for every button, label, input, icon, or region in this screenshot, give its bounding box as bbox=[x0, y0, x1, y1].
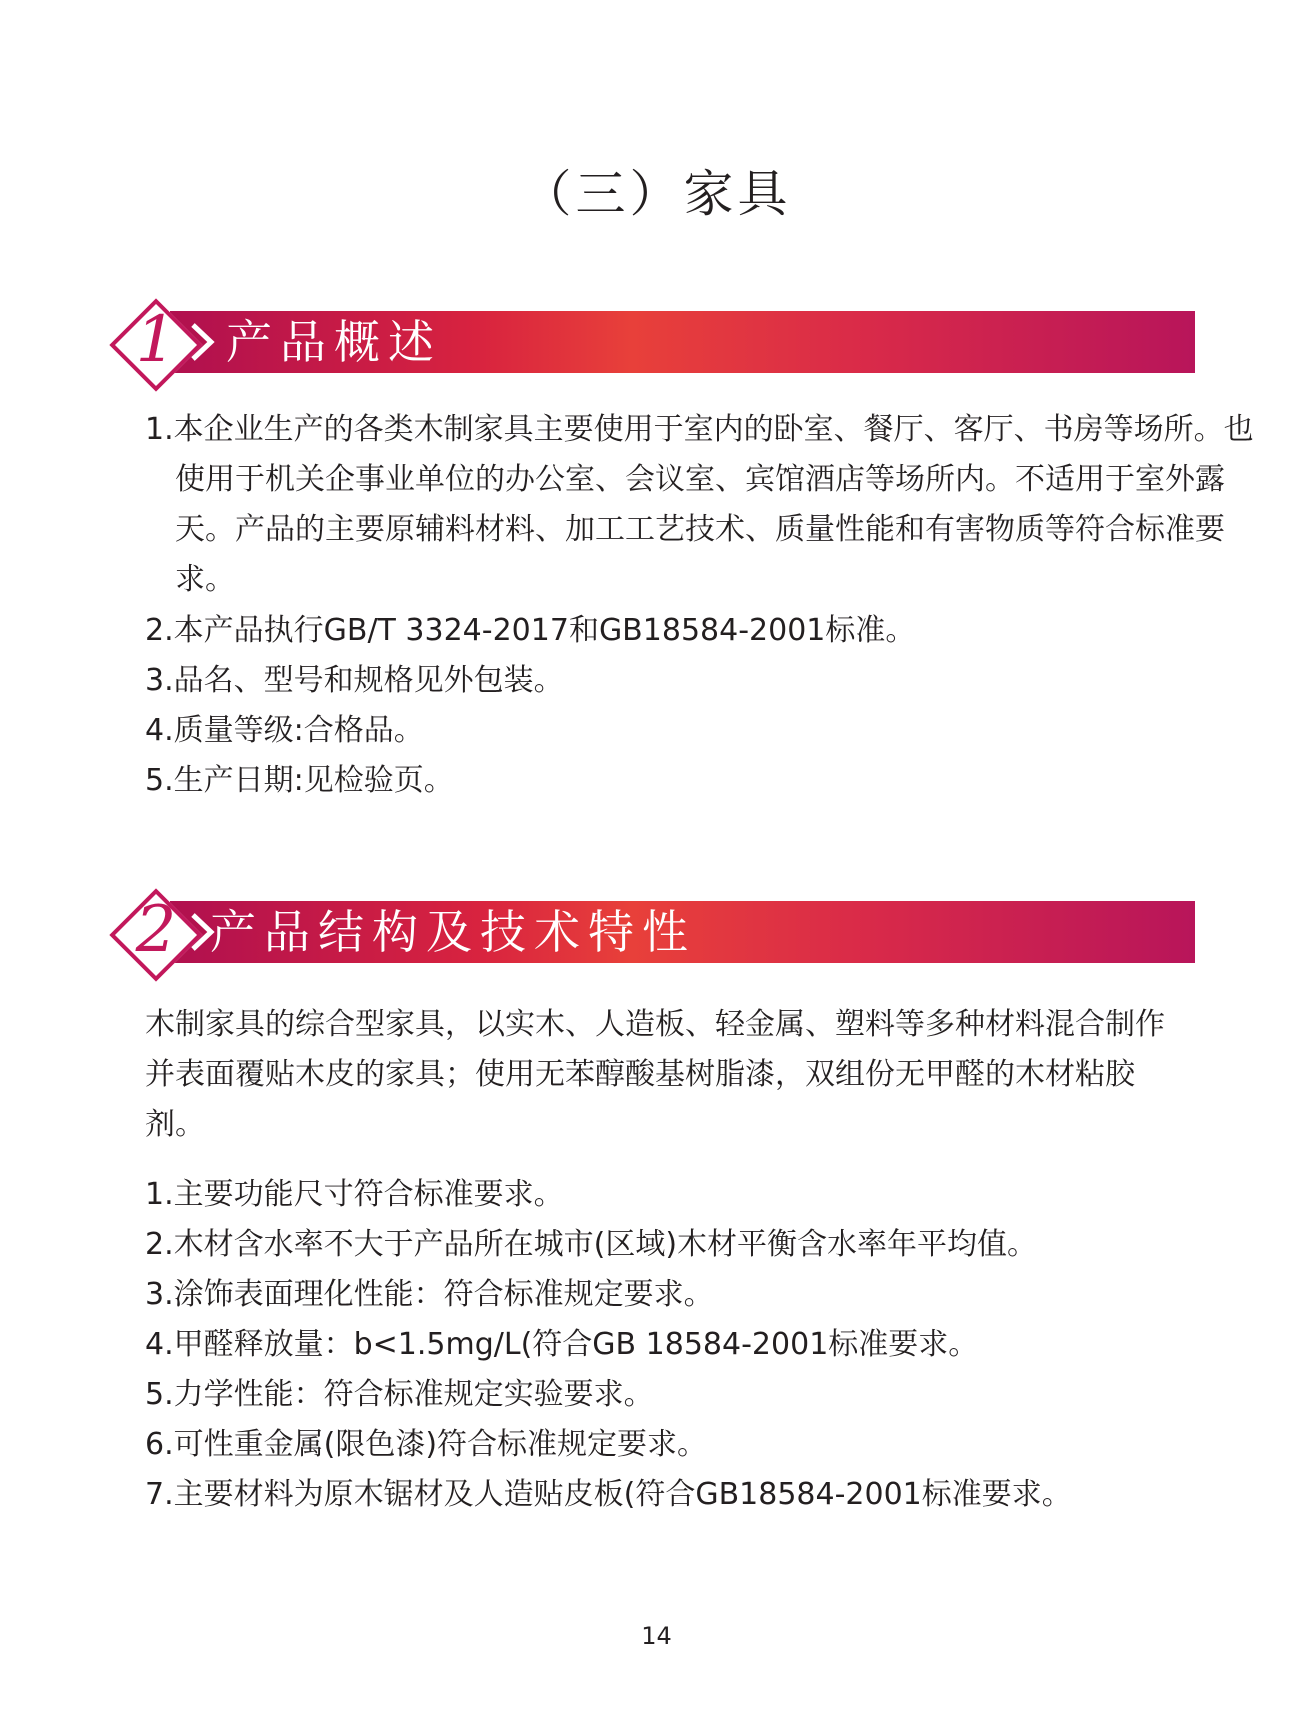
section-title: 产品结构及技术特性 bbox=[210, 905, 696, 959]
page-title: （三）家具 bbox=[521, 165, 792, 223]
section-number: 1 bbox=[135, 303, 177, 377]
list-item: 2.本产品执行GB/T 3324-2017和GB18584-2001标准。 bbox=[145, 613, 916, 648]
intro-paragraph: 木制家具的综合型家具，以实木、人造板、轻金属、塑料等多种材料混合制作并表面覆贴木皮的家具；使用无苯醇酸基树脂漆，双组份无甲醛的木材粘胶剂。 bbox=[145, 1007, 1165, 1142]
section-number: 2 bbox=[135, 893, 177, 967]
section-header-structure bbox=[110, 890, 1195, 974]
section-header-overview bbox=[110, 300, 1195, 384]
chevron-right-icon bbox=[188, 322, 216, 362]
list-item: 6.可性重金属(限色漆)符合标准规定要求。 bbox=[145, 1427, 708, 1462]
page-number: 14 bbox=[641, 1622, 672, 1650]
list-item: 2.木材含水率不大于产品所在城市(区域)木材平衡含水率年平均值。 bbox=[145, 1227, 1038, 1262]
list-item: 1.主要功能尺寸符合标准要求。 bbox=[145, 1177, 564, 1212]
section-title: 产品概述 bbox=[226, 315, 442, 369]
list-item: 3.涂饰表面理化性能：符合标准规定要求。 bbox=[145, 1277, 714, 1312]
list-item: 4.质量等级:合格品。 bbox=[145, 713, 424, 748]
list-item: 5.生产日期:见检验页。 bbox=[145, 763, 454, 798]
list-item: 1.本企业生产的各类木制家具主要使用于室内的卧室、餐厅、客厅、书房等场所。也使用于机关企事业单位的办公室、会议室、宾馆酒店等场所内。不适用于室外露天。产品的主要原辅料材料、加工工艺技术、质量性能和有害物质等符合标准要求。 bbox=[145, 412, 1254, 597]
list-item: 5.力学性能：符合标准规定实验要求。 bbox=[145, 1377, 654, 1412]
list-item: 4.甲醛释放量：b<1.5mg/L(符合GB 18584-2001标准要求。 bbox=[145, 1327, 979, 1362]
list-item: 3.品名、型号和规格见外包装。 bbox=[145, 663, 564, 698]
list-item: 7.主要材料为原木锯材及人造贴皮板(符合GB18584-2001标准要求。 bbox=[145, 1477, 1072, 1512]
